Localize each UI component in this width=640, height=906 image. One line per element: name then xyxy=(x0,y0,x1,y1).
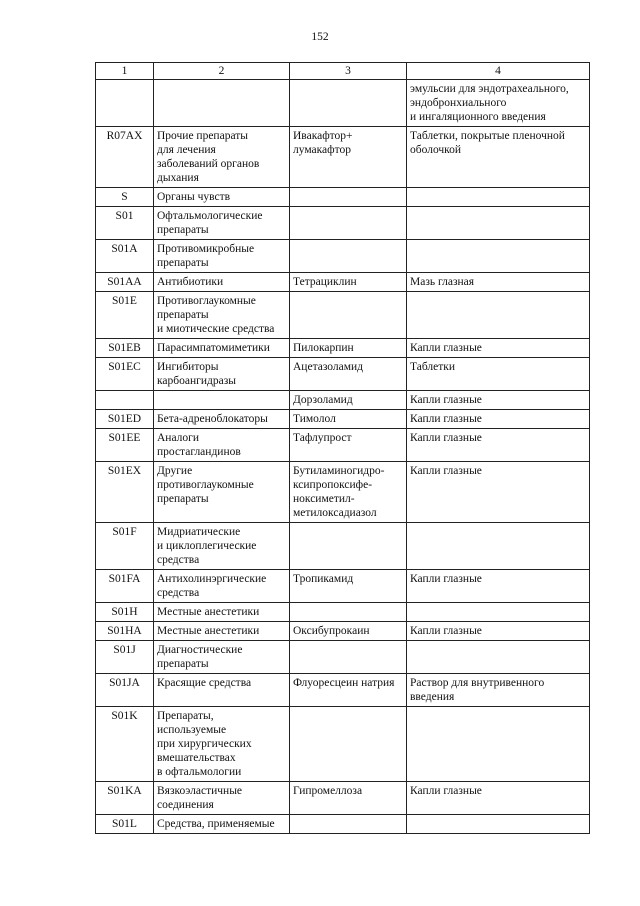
dosage-form-cell xyxy=(407,240,590,273)
group-cell: Вязкоэластичные соединения xyxy=(154,782,290,815)
substance-cell: Дорзоламид xyxy=(290,391,407,410)
group-cell: Красящие средства xyxy=(154,674,290,707)
substance-cell: Пилокарпин xyxy=(290,339,407,358)
code-cell: S01A xyxy=(96,240,154,273)
dosage-form-cell xyxy=(407,523,590,570)
group-cell: Другие противоглаукомные препараты xyxy=(154,462,290,523)
table-row xyxy=(96,188,590,207)
dosage-form-cell: Капли глазные xyxy=(407,462,590,523)
substance-cell: Тропикамид xyxy=(290,570,407,603)
table-row xyxy=(96,80,590,127)
table-row xyxy=(96,410,590,429)
group-cell: Аналоги простагландинов xyxy=(154,429,290,462)
table-row xyxy=(96,339,590,358)
dosage-form-cell: Мазь глазная xyxy=(407,273,590,292)
page-number: 152 xyxy=(311,31,329,43)
substance-cell: Флуоресцеин натрия xyxy=(290,674,407,707)
code-cell: S01E xyxy=(96,292,154,339)
dosage-form-cell: Капли глазные xyxy=(407,410,590,429)
group-cell: Ингибиторы карбоангидразы xyxy=(154,358,290,391)
code-cell xyxy=(96,80,154,127)
code-cell: S01L xyxy=(96,815,154,834)
substance-cell: Тетрациклин xyxy=(290,273,407,292)
table-row xyxy=(96,707,590,782)
group-cell: Диагностические препараты xyxy=(154,641,290,674)
code-cell: S01KA xyxy=(96,782,154,815)
dosage-form-cell: Таблетки xyxy=(407,358,590,391)
dosage-form-cell xyxy=(407,603,590,622)
table-header-row xyxy=(96,63,590,80)
substance-cell xyxy=(290,523,407,570)
table-row xyxy=(96,273,590,292)
code-cell: S01 xyxy=(96,207,154,240)
table-row xyxy=(96,429,590,462)
substance-cell: Бутиламиногидро- ксипропоксифе- ноксиметил- метилоксадиазол xyxy=(290,462,407,523)
code-cell: S01EE xyxy=(96,429,154,462)
substance-cell xyxy=(290,641,407,674)
group-cell: Антибиотики xyxy=(154,273,290,292)
code-cell: S01ED xyxy=(96,410,154,429)
group-cell: Средства, применяемые xyxy=(154,815,290,834)
table-row xyxy=(96,641,590,674)
substance-cell: Ацетазоламид xyxy=(290,358,407,391)
substance-cell: Гипромеллоза xyxy=(290,782,407,815)
table-row xyxy=(96,782,590,815)
code-cell: S01K xyxy=(96,707,154,782)
code-cell: S01AA xyxy=(96,273,154,292)
dosage-form-cell xyxy=(407,707,590,782)
dosage-form-cell: Капли глазные xyxy=(407,339,590,358)
dosage-form-cell xyxy=(407,207,590,240)
table-row xyxy=(96,674,590,707)
dosage-form-cell: Таблетки, покрытые пленочной оболочкой xyxy=(407,127,590,188)
table-row xyxy=(96,815,590,834)
code-cell: S01HA xyxy=(96,622,154,641)
table-row xyxy=(96,207,590,240)
substance-cell: Тафлупрост xyxy=(290,429,407,462)
group-cell: Прочие препараты для лечения заболеваний органов дыхания xyxy=(154,127,290,188)
table-row xyxy=(96,391,590,410)
code-cell: S01FA xyxy=(96,570,154,603)
code-cell: S01F xyxy=(96,523,154,570)
code-cell: S01EC xyxy=(96,358,154,391)
substance-cell xyxy=(290,815,407,834)
drug-table xyxy=(95,62,590,834)
dosage-form-cell: Капли глазные xyxy=(407,429,590,462)
table-row xyxy=(96,127,590,188)
substance-cell: Тимолол xyxy=(290,410,407,429)
group-cell xyxy=(154,391,290,410)
dosage-form-cell xyxy=(407,292,590,339)
substance-cell: Ивакафтор+ лумакафтор xyxy=(290,127,407,188)
group-cell: Органы чувств xyxy=(154,188,290,207)
dosage-form-cell: Капли глазные xyxy=(407,391,590,410)
column-header-4: 4 xyxy=(407,63,590,80)
group-cell: Офтальмологические препараты xyxy=(154,207,290,240)
dosage-form-cell: Капли глазные xyxy=(407,782,590,815)
substance-cell xyxy=(290,292,407,339)
column-header-1: 1 xyxy=(96,63,154,80)
substance-cell xyxy=(290,188,407,207)
code-cell: S01J xyxy=(96,641,154,674)
substance-cell xyxy=(290,80,407,127)
substance-cell xyxy=(290,240,407,273)
group-cell: Мидриатические и циклоплегические средства xyxy=(154,523,290,570)
code-cell: S01EX xyxy=(96,462,154,523)
dosage-form-cell xyxy=(407,641,590,674)
substance-cell xyxy=(290,707,407,782)
dosage-form-cell xyxy=(407,815,590,834)
group-cell: Противомикробные препараты xyxy=(154,240,290,273)
column-header-2: 2 xyxy=(154,63,290,80)
group-cell xyxy=(154,80,290,127)
table-row xyxy=(96,240,590,273)
group-cell: Бета-адреноблокаторы xyxy=(154,410,290,429)
dosage-form-cell xyxy=(407,188,590,207)
code-cell: S xyxy=(96,188,154,207)
dosage-form-cell: Раствор для внутривенного введения xyxy=(407,674,590,707)
table-row xyxy=(96,358,590,391)
group-cell: Препараты, используемые при хирургических вмешательствах в офтальмологии xyxy=(154,707,290,782)
code-cell: S01EB xyxy=(96,339,154,358)
substance-cell: Оксибупрокаин xyxy=(290,622,407,641)
table-row xyxy=(96,292,590,339)
table-row xyxy=(96,622,590,641)
code-cell xyxy=(96,391,154,410)
code-cell: S01JA xyxy=(96,674,154,707)
table-body xyxy=(96,80,590,834)
table-row xyxy=(96,570,590,603)
column-header-3: 3 xyxy=(290,63,407,80)
dosage-form-cell: Капли глазные xyxy=(407,570,590,603)
table-row xyxy=(96,462,590,523)
group-cell: Парасимпатомиметики xyxy=(154,339,290,358)
group-cell: Антихолинэргические средства xyxy=(154,570,290,603)
dosage-form-cell: эмульсии для эндотрахеального, эндобронхиального и ингаляционного введения xyxy=(407,80,590,127)
group-cell: Противоглаукомные препараты и миотические средства xyxy=(154,292,290,339)
code-cell: R07AX xyxy=(96,127,154,188)
table-row xyxy=(96,523,590,570)
dosage-form-cell: Капли глазные xyxy=(407,622,590,641)
group-cell: Местные анестетики xyxy=(154,603,290,622)
substance-cell xyxy=(290,603,407,622)
table-row xyxy=(96,603,590,622)
substance-cell xyxy=(290,207,407,240)
code-cell: S01H xyxy=(96,603,154,622)
group-cell: Местные анестетики xyxy=(154,622,290,641)
